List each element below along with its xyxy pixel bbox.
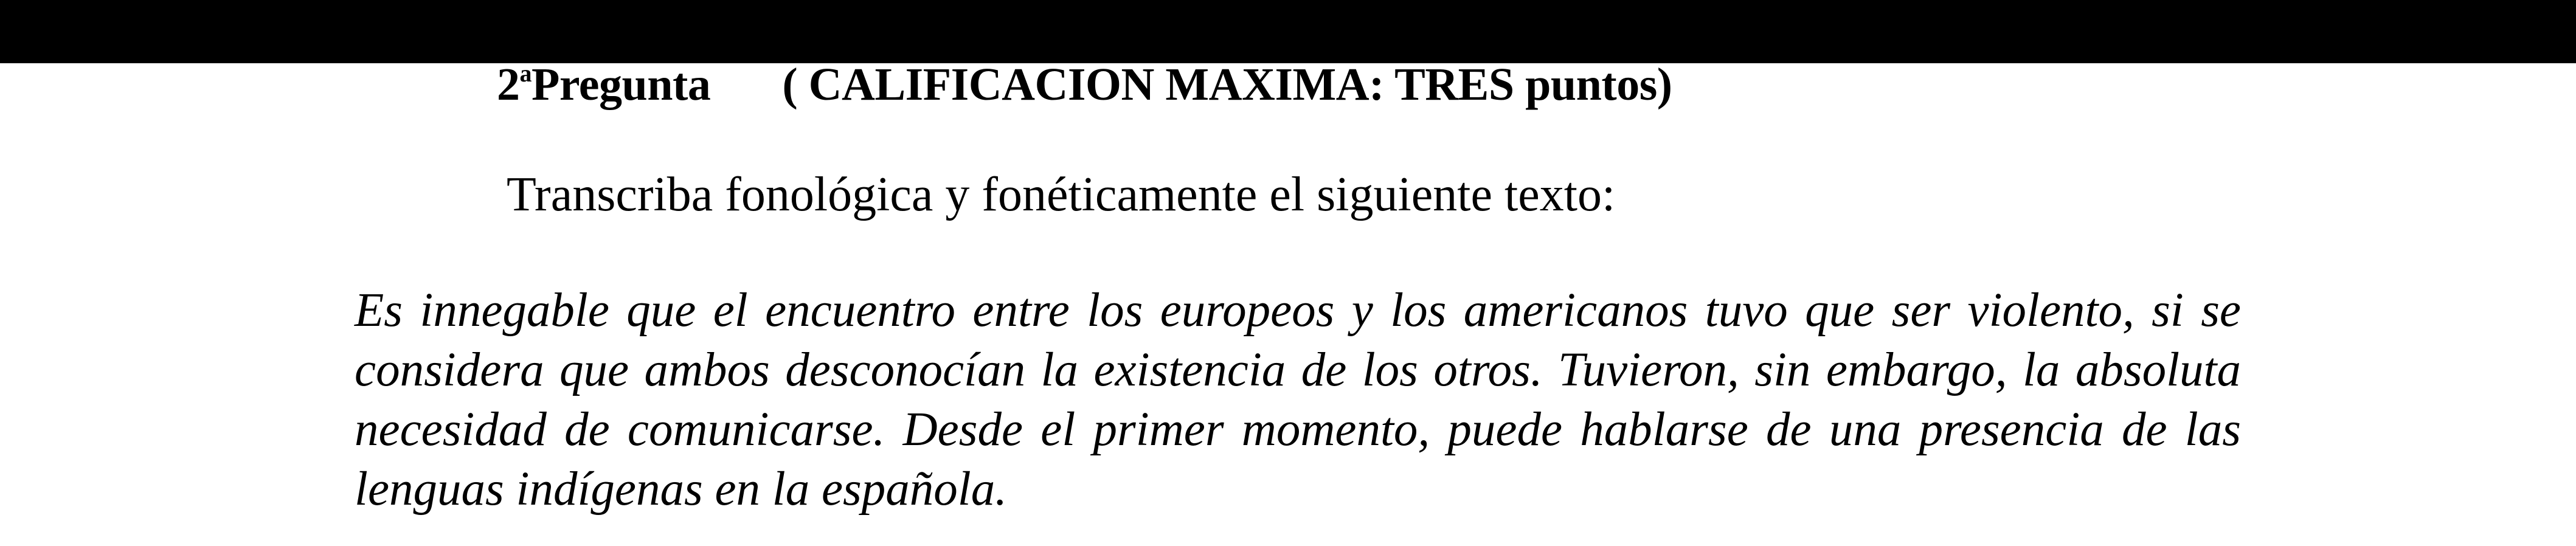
question-score-note: ( CALIFICACION MAXIMA: TRES puntos) xyxy=(782,59,1672,110)
instruction-text: Transcriba fonológica y fonéticamente el siguiente texto: xyxy=(507,168,1616,221)
question-number xyxy=(497,56,710,114)
transcription-passage: Es innegable que el encuentro entre los europeos y los americanos tuvo que ser violento, si se considera que ambos desconocían la existencia de los otros. Tuvieron, sin embargo, la absoluta necesidad de comunicarse. Desde el primer momento, puede hablarse de una presencia de las lenguas indígenas en la española. xyxy=(355,284,2241,516)
question-number-digit: 2 xyxy=(497,59,520,110)
question-label: Pregunta xyxy=(531,59,711,110)
question-ordinal-suffix: a xyxy=(519,60,531,87)
top-black-band xyxy=(0,0,2576,63)
question-header xyxy=(497,56,1672,114)
